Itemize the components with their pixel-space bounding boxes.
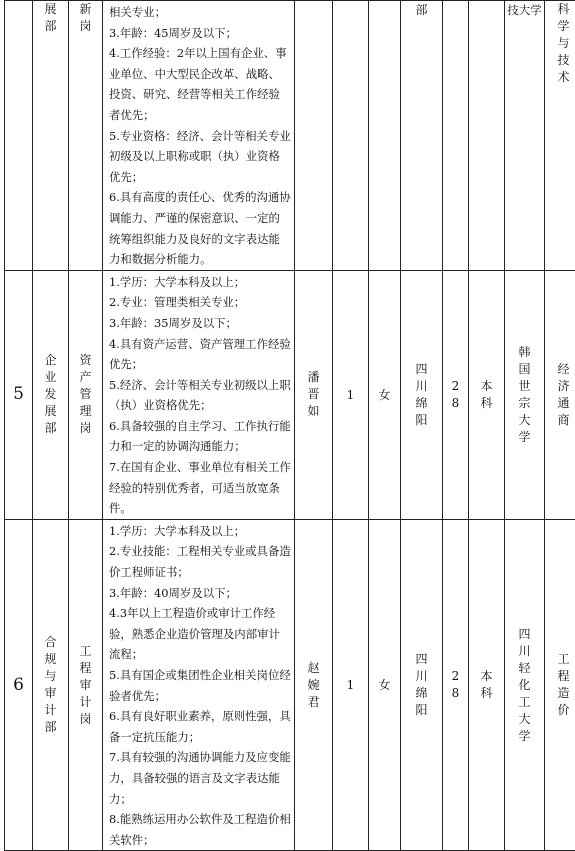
school-cell [505, 270, 545, 519]
gender-cell-text: 女 [378, 677, 391, 694]
row-index [5, 270, 33, 519]
school-cell [505, 1, 545, 271]
position-cell-text: 新岗 [79, 1, 92, 35]
table-row [5, 519, 575, 851]
education-cell-text: 本科 [480, 668, 493, 702]
recruitment-table [4, 0, 575, 851]
major-cell [545, 519, 575, 851]
gender-cell [369, 270, 401, 519]
gender-cell [369, 519, 401, 851]
origin-cell-text: 部 [415, 2, 428, 19]
position-cell [69, 519, 103, 851]
requirements-cell [103, 1, 295, 271]
requirement-line: 4.具有资产运营、资产管理工作经验优先； [109, 334, 291, 375]
school-cell-text: 韩国世宗大学 [518, 344, 531, 446]
requirement-line: 相关专业； [109, 2, 291, 23]
department-cell-text: 企业发展部 [44, 352, 57, 437]
origin-cell [401, 1, 443, 271]
department-cell-text: 合规与审计部 [44, 634, 57, 736]
age-cell-text: 28 [449, 668, 462, 702]
requirement-line: 1.学历：大学本科及以上； [109, 521, 291, 542]
requirement-line: 7.在国有企业、事业单位有相关工作经验的特别优秀者，可适当放宽条件。 [109, 457, 291, 519]
education-cell [469, 270, 505, 519]
requirement-line: 4.3年以上工程造价或审计工作经验，熟悉企业造价管理及内部审计流程； [109, 603, 291, 665]
table-row [5, 1, 575, 271]
hire-count-cell [333, 270, 369, 519]
hire-count-cell-text: 1 [344, 387, 357, 404]
candidate-name-cell [295, 270, 333, 519]
hire-count-cell-text: 1 [344, 677, 357, 694]
row-index-text: 5 [13, 384, 24, 404]
requirement-line: 6.具备较强的自主学习、工作执行能力和一定的协调沟通能力； [109, 416, 291, 457]
row-index [5, 1, 33, 271]
age-cell [443, 519, 469, 851]
education-cell [469, 1, 505, 271]
hire-count-cell [333, 1, 369, 271]
requirement-line: 1.学历：大学本科及以上； [109, 272, 291, 293]
requirement-line: 5.具有国企或集团性企业相关岗位经验者优先； [109, 665, 291, 706]
major-cell [545, 270, 575, 519]
department-cell [33, 519, 69, 851]
requirement-line: 3.年龄：45周岁及以下； [109, 23, 291, 44]
department-cell [33, 1, 69, 271]
requirement-line: 4.工作经验：2年以上国有企业、事业单位、中大型民企改革、战略、投资、研究、经营等相关工作经验者优先； [109, 43, 291, 125]
gender-cell-text: 女 [378, 387, 391, 404]
major-cell [545, 1, 575, 271]
position-cell-text: 资产管理岗 [79, 352, 92, 437]
requirement-line: 8.能熟练运用办公软件及工程造价相关软件； [109, 809, 291, 850]
candidate-name-cell [295, 519, 333, 851]
position-cell [69, 270, 103, 519]
requirements-cell [103, 519, 295, 851]
education-cell [469, 519, 505, 851]
requirement-line: 6.具有高度的责任心、优秀的沟通协调能力、严谨的保密意识、一定的统筹组织能力及良好的文字表达能力和数据分析能力。 [109, 187, 291, 269]
candidate-name-cell [295, 1, 333, 271]
requirement-line: 6.具有良好职业素养，原则性强，具备一定抗压能力； [109, 706, 291, 747]
gender-cell [369, 1, 401, 271]
major-cell-text: 科学与技术 [557, 1, 570, 86]
school-cell-text: 四川轻化工大学 [518, 626, 531, 745]
education-cell-text: 本科 [480, 378, 493, 412]
requirement-line: 3.年龄：35周岁及以下； [109, 313, 291, 334]
age-cell-text: 28 [449, 378, 462, 412]
major-cell-text: 经济通商 [557, 361, 570, 429]
school-cell-text: 技大学 [507, 3, 542, 17]
requirement-line: 5.专业资格：经济、会计等相关专业初级及以上职称或职（执）业资格优先； [109, 126, 291, 188]
requirement-line: 7.具有较强的沟通协调能力及应变能力，具备较强的语言及文字表达能力； [109, 747, 291, 809]
table-row [5, 270, 575, 519]
row-index [5, 519, 33, 851]
row-index-text: 6 [13, 675, 24, 695]
position-cell [69, 1, 103, 271]
requirements-cell [103, 270, 295, 519]
requirement-line: 5.经济、会计等相关专业初级以上职（执）业资格优先； [109, 375, 291, 416]
origin-cell [401, 519, 443, 851]
candidate-name-cell-text: 潘晋如 [307, 369, 320, 420]
origin-cell-text: 四川绵阳 [415, 651, 428, 719]
department-cell [33, 270, 69, 519]
department-cell-text: 展部 [44, 1, 57, 35]
position-cell-text: 工程审计岗 [79, 643, 92, 728]
candidate-name-cell-text: 赵婉君 [307, 660, 320, 711]
requirement-line: 2.专业：管理类相关专业； [109, 292, 291, 313]
age-cell [443, 270, 469, 519]
hire-count-cell [333, 519, 369, 851]
age-cell [443, 1, 469, 271]
requirement-line: 2.专业技能：工程相关专业或具备造价工程师证书； [109, 541, 291, 582]
school-cell [505, 519, 545, 851]
origin-cell [401, 270, 443, 519]
major-cell-text: 工程造价 [557, 651, 570, 719]
requirement-line: 3.年龄：40周岁及以下； [109, 583, 291, 604]
origin-cell-text: 四川绵阳 [415, 361, 428, 429]
